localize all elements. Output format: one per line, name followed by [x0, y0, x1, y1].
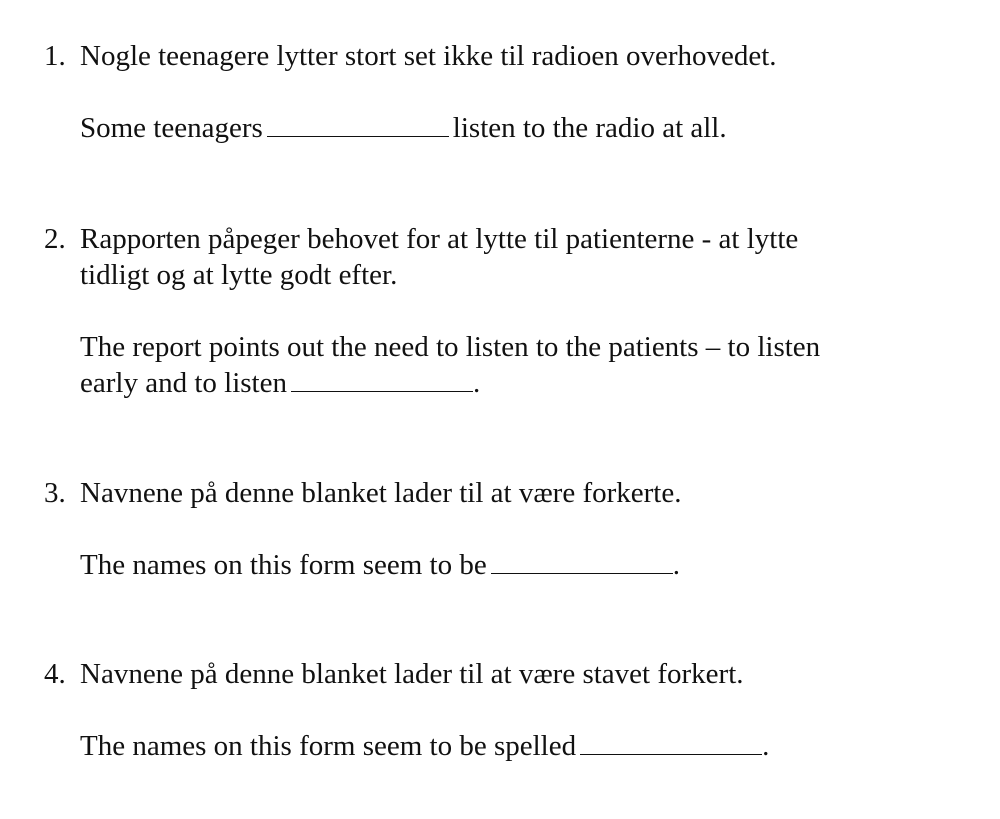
english-text-before: The names on this form seem to be spelled	[80, 730, 577, 762]
english-sentence	[80, 547, 964, 583]
answer-blank[interactable]	[291, 367, 473, 392]
question-number: 4.	[44, 658, 66, 690]
english-text-before: The names on this form seem to be	[80, 549, 487, 581]
answer-blank[interactable]	[267, 112, 449, 137]
danish-sentence: Nogle teenagere lytter stort set ikke til radioen overhovedet.	[80, 40, 777, 72]
english-sentence-line-1: The report points out the need to listen to the patients – to listen	[80, 331, 821, 363]
answer-blank[interactable]	[491, 549, 673, 574]
question-number: 3.	[44, 477, 66, 509]
danish-sentence: Navnene på denne blanket lader til at være stavet forkert.	[80, 658, 744, 690]
question-item-2	[44, 221, 964, 401]
english-text-after: listen to the radio at all.	[452, 112, 727, 144]
question-item-1	[44, 38, 964, 146]
english-sentence	[80, 728, 964, 764]
question-item-4	[44, 656, 964, 764]
english-text-after: .	[472, 367, 481, 399]
english-text-before: early and to listen	[80, 367, 287, 399]
english-sentence-line-2	[80, 365, 964, 401]
english-text-before: Some teenagers	[80, 112, 263, 144]
danish-sentence: Navnene på denne blanket lader til at være forkerte.	[80, 477, 682, 509]
danish-sentence-line-2: tidligt og at lytte godt efter.	[80, 259, 398, 291]
question-number: 2.	[44, 223, 66, 255]
english-text-after: .	[762, 730, 770, 762]
danish-sentence-line-1: Rapporten påpeger behovet for at lytte til patienterne - at lytte	[80, 223, 799, 255]
question-number: 1.	[44, 40, 66, 72]
question-item-3	[44, 475, 964, 583]
english-text-after: .	[672, 549, 680, 581]
answer-blank[interactable]	[580, 730, 762, 755]
english-sentence	[80, 110, 964, 146]
